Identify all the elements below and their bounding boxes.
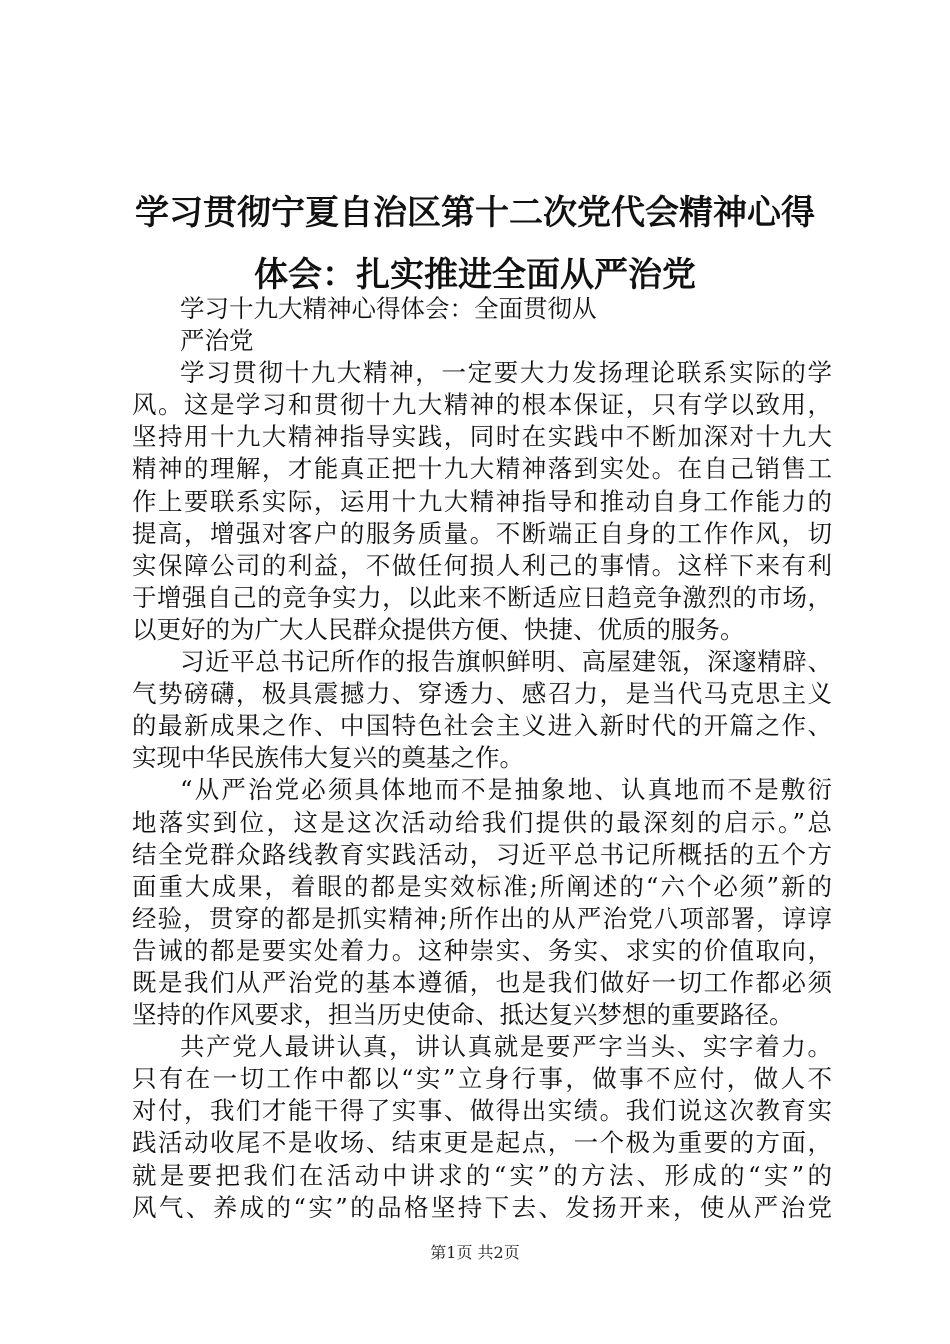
- paragraph-line: 经验，贯穿的都是抓实精神;所作出的从严治党八项部署，谆谆: [132, 903, 832, 933]
- paragraph-line: 实保障公司的利益，不做任何损人利己的事情。这样下来有利: [132, 550, 832, 580]
- document-title: [100, 182, 850, 306]
- paragraph-line: 共产党人最讲认真，讲认真就是要严字当头、实字着力。: [180, 1032, 832, 1062]
- title-line: 体会：扎实推进全面从严治党: [254, 255, 696, 295]
- paragraph-line: 以更好的为广大人民群众提供方便、快捷、优质的服务。: [132, 614, 745, 644]
- paragraph-line: 提高，增强对客户的服务质量。不断端正自身的工作作风，切: [132, 518, 832, 548]
- paragraph-line: 的最新成果之作、中国特色社会主义进入新时代的开篇之作、: [132, 711, 832, 741]
- title-line: 学习贯彻宁夏自治区第十二次党代会精神心得: [135, 193, 815, 233]
- paragraph-line: 坚持用十九大精神指导实践，同时在实践中不断加深对十九大: [132, 422, 832, 452]
- paragraph-line: 只有在一切工作中都以“实”立身行事，做事不应付，做人不: [132, 1064, 832, 1094]
- paragraph-line: 习近平总书记所作的报告旗帜鲜明、高屋建瓴，深邃精辟、: [180, 647, 832, 677]
- subtitle-line: 学习十九大精神心得体会：全面贯彻从: [180, 294, 597, 323]
- paragraph-line: 风。这是学习和贯彻十九大精神的根本保证，只有学以致用，: [132, 390, 832, 420]
- paragraph-line: 于增强自己的竞争实力，以此来不断适应日趋竞争激烈的市场，: [132, 582, 832, 612]
- paragraph-line: 风气、养成的“实”的品格坚持下去、发扬开来，使从严治党: [132, 1192, 832, 1222]
- paragraph-line: 对付，我们才能干得了实事、做得出实绩。我们说这次教育实: [132, 1096, 832, 1126]
- paragraph-line: 作上要联系实际，运用十九大精神指导和推动自身工作能力的: [132, 486, 832, 516]
- paragraph-line: 气势磅礴，极具震撼力、穿透力、感召力，是当代马克思主义: [132, 679, 832, 709]
- paragraph-line: 精神的理解，才能真正把十九大精神落到实处。在自己销售工: [132, 454, 832, 484]
- document-body: [132, 293, 832, 1224]
- paragraph-line: “从严治党必须具体地而不是抽象地、认真地而不是敷衍: [180, 775, 832, 805]
- paragraph-line: 坚持的作风要求，担当历史使命、抵达复兴梦想的重要路径。: [132, 1000, 794, 1030]
- paragraph-line: 地落实到位，这是这次活动给我们提供的最深刻的启示。”总: [132, 807, 832, 837]
- paragraph-line: 就是要把我们在活动中讲求的“实”的方法、形成的“实”的: [132, 1160, 832, 1190]
- paragraph-line: 面重大成果，着眼的都是实效标准;所阐述的“六个必须”新的: [132, 871, 832, 901]
- paragraph-line: 实现中华民族伟大复兴的奠基之作。: [132, 743, 524, 773]
- page-number: 第1页 共2页: [430, 1243, 520, 1262]
- paragraph-line: 既是我们从严治党的基本遵循，也是我们做好一切工作都必须: [132, 967, 832, 997]
- subtitle-line: 严治党: [180, 326, 254, 356]
- paragraph-line: 践活动收尾不是收场、结束更是起点，一个极为重要的方面，: [132, 1128, 832, 1158]
- paragraph-line: 结全党群众路线教育实践活动，习近平总书记所概括的五个方: [132, 839, 832, 869]
- paragraph-line: 学习贯彻十九大精神，一定要大力发扬理论联系实际的学: [180, 358, 832, 388]
- paragraph-line: 告诫的都是要实处着力。这种崇实、务实、求实的价值取向，: [132, 935, 832, 965]
- page-footer: [0, 1240, 950, 1263]
